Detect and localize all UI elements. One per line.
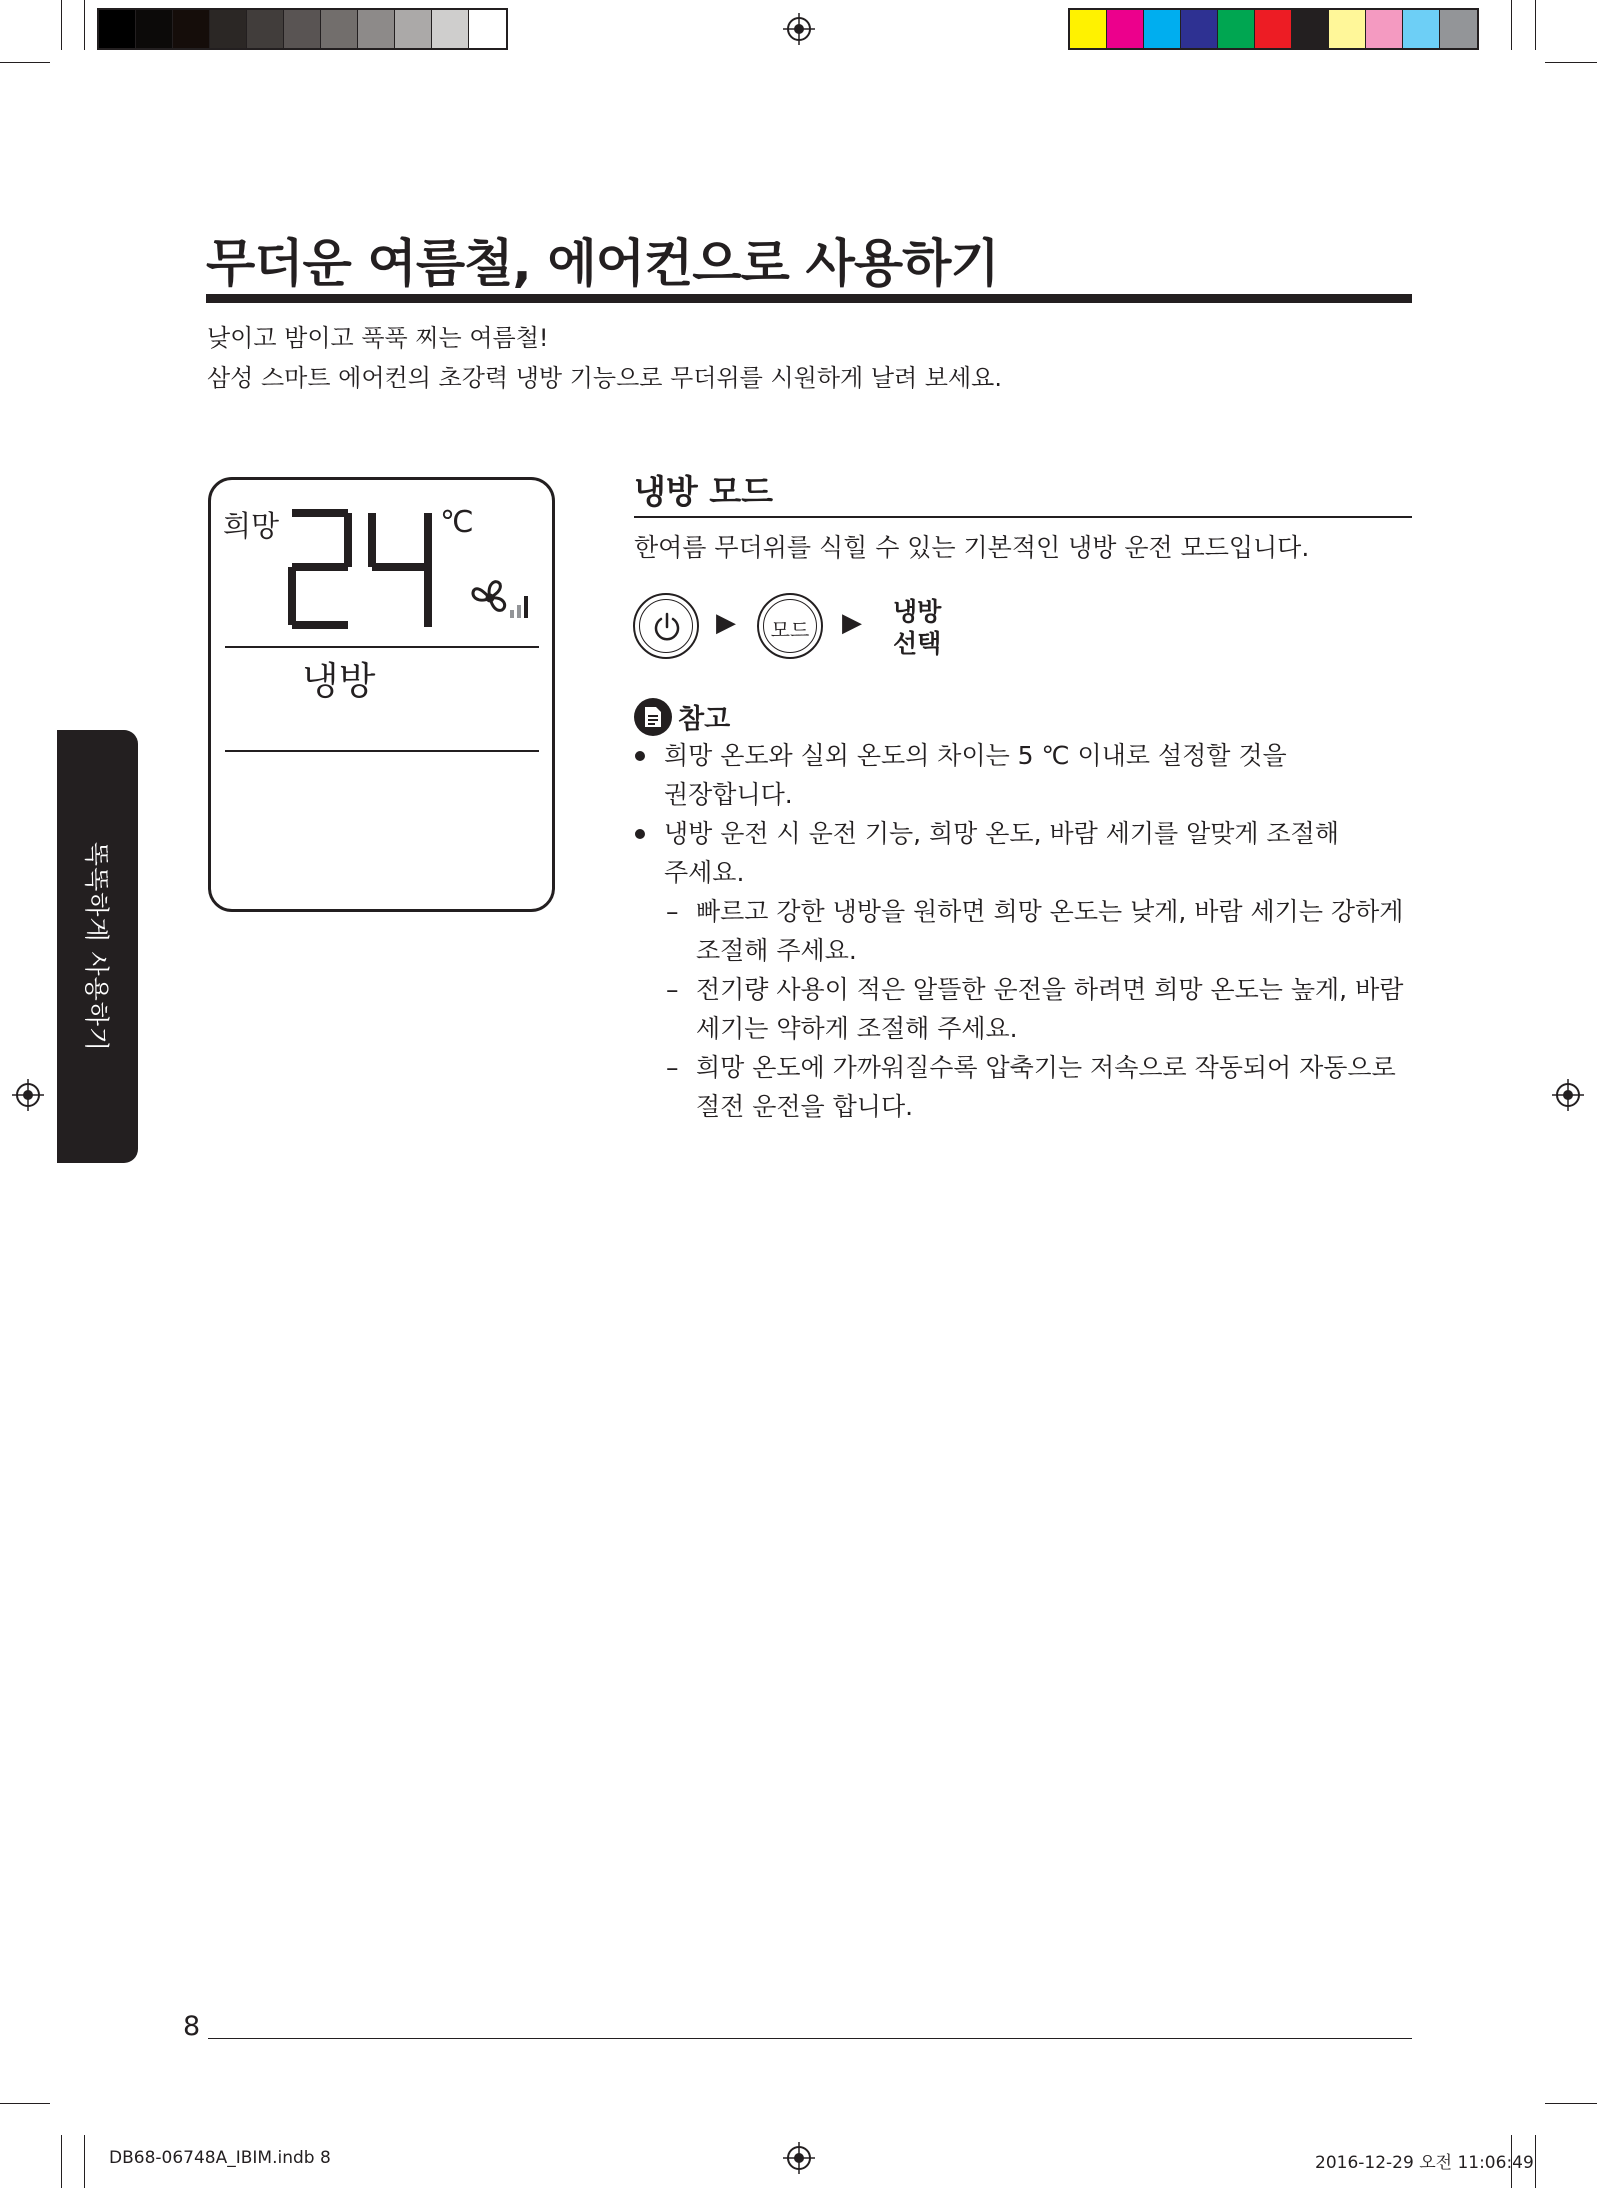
color-swatch [136,10,173,48]
note-title: 참고 [678,704,731,735]
title-rule [206,294,1412,303]
footer-rule [208,2038,1412,2039]
list-item-line: 냉방 운전 시 운전 기능, 희망 온도, 바람 세기를 알맞게 조절해 [664,819,1339,848]
list-item-line: 주세요. [664,858,745,887]
sub-list-item [634,970,1424,1048]
side-tab-label: 똑똑하게 사용하기 [81,841,111,1052]
cooling-mode-heading: 냉방 모드 [634,472,774,511]
intro-line: 낮이고 밤이고 푹푹 찌는 여름철! [207,324,549,352]
display-divider [225,646,539,648]
sub-list-item [634,1048,1424,1126]
display-desired-label: 희망 [223,509,280,543]
bullet-icon [635,751,645,761]
list-item-line: 전기량 사용이 적은 알뜰한 운전을 하려면 희망 온도는 높게, 바람 [696,975,1404,1004]
color-swatch [1440,10,1477,48]
page-number: 8 [183,2011,201,2042]
triangle-right-icon: ▶ [842,608,862,638]
intro-line: 삼성 스마트 에어컨의 초강력 냉방 기능으로 무더위를 시원하게 날려 보세요. [207,364,1002,392]
color-swatch [99,10,136,48]
color-swatch [210,10,247,48]
list-item-line: 조절해 주세요. [696,936,857,965]
crop-mark [61,0,62,50]
list-item [634,814,1424,892]
registration-target-icon [783,2142,815,2174]
list-item-line: 빠르고 강한 냉방을 원하면 희망 온도는 낮게, 바람 세기는 강하게 [696,897,1404,926]
sub-list-item [634,892,1424,970]
registration-target-icon [12,1079,44,1111]
color-swatch [469,10,506,48]
grayscale-color-bar [97,8,508,50]
color-swatch [1144,10,1181,48]
bullet-icon [635,829,645,839]
crop-mark [0,2103,50,2104]
note-icon [634,698,672,736]
cooling-select-line: 냉방 [893,597,942,626]
display-mode-text: 냉방 [302,659,376,703]
color-swatch [1255,10,1292,48]
color-swatch [247,10,284,48]
list-item-line: 희망 온도와 실외 온도의 차이는 5 ℃ 이내로 설정할 것을 [664,741,1287,770]
color-swatch [1403,10,1440,48]
intro-text [207,318,1002,398]
mode-button-label: 모드 [770,618,810,642]
crop-mark [84,2135,85,2188]
crop-mark [61,2135,62,2188]
power-button[interactable] [633,593,699,659]
process-color-bar [1068,8,1479,50]
color-swatch [1218,10,1255,48]
crop-mark [1535,2135,1536,2188]
color-swatch [173,10,210,48]
color-swatch [395,10,432,48]
dash-icon: – [666,975,679,1004]
color-swatch [1329,10,1366,48]
registration-target-icon [1552,1079,1584,1111]
list-item [634,736,1424,814]
color-swatch [1366,10,1403,48]
side-tab [57,730,138,1163]
color-swatch [432,10,469,48]
print-file-info: DB68-06748A_IBIM.indb 8 [109,2148,331,2168]
crop-mark [1545,2103,1597,2104]
crop-mark [0,62,50,63]
dash-icon: – [666,1053,679,1082]
cooling-mode-description: 한여름 무더위를 식힐 수 있는 기본적인 냉방 운전 모드입니다. [634,533,1310,562]
page-title: 무더운 여름철, 에어컨으로 사용하기 [206,235,999,294]
color-swatch [1292,10,1329,48]
color-swatch [1070,10,1107,48]
list-item-line: 절전 운전을 합니다. [696,1092,914,1121]
fan-icon [466,572,536,624]
power-icon [652,612,682,642]
cooling-select-line: 선택 [893,629,942,658]
color-swatch [1107,10,1144,48]
color-swatch [358,10,395,48]
note-list [634,736,1424,1126]
crop-mark [1545,62,1597,63]
triangle-right-icon: ▶ [716,608,736,638]
dash-icon: – [666,897,679,926]
cooling-select-label [893,596,941,660]
color-swatch [1181,10,1218,48]
registration-target-icon [783,13,815,45]
crop-mark [1511,0,1512,50]
section-rule [634,516,1412,518]
temperature-digits [282,505,442,633]
list-item-line: 세기는 약하게 조절해 주세요. [696,1014,1018,1043]
list-item-line: 권장합니다. [664,780,793,809]
color-swatch [284,10,321,48]
mode-button[interactable] [757,593,823,659]
crop-mark [1535,0,1536,50]
display-divider [225,750,539,752]
temperature-unit: ℃ [440,505,474,540]
color-swatch [321,10,358,48]
note-heading [634,697,730,736]
crop-mark [84,0,85,50]
list-item-line: 희망 온도에 가까워질수록 압축기는 저속으로 작동되어 자동으로 [696,1053,1396,1082]
print-datetime: 2016-12-29 오전 11:06:49 [1315,2153,1534,2173]
